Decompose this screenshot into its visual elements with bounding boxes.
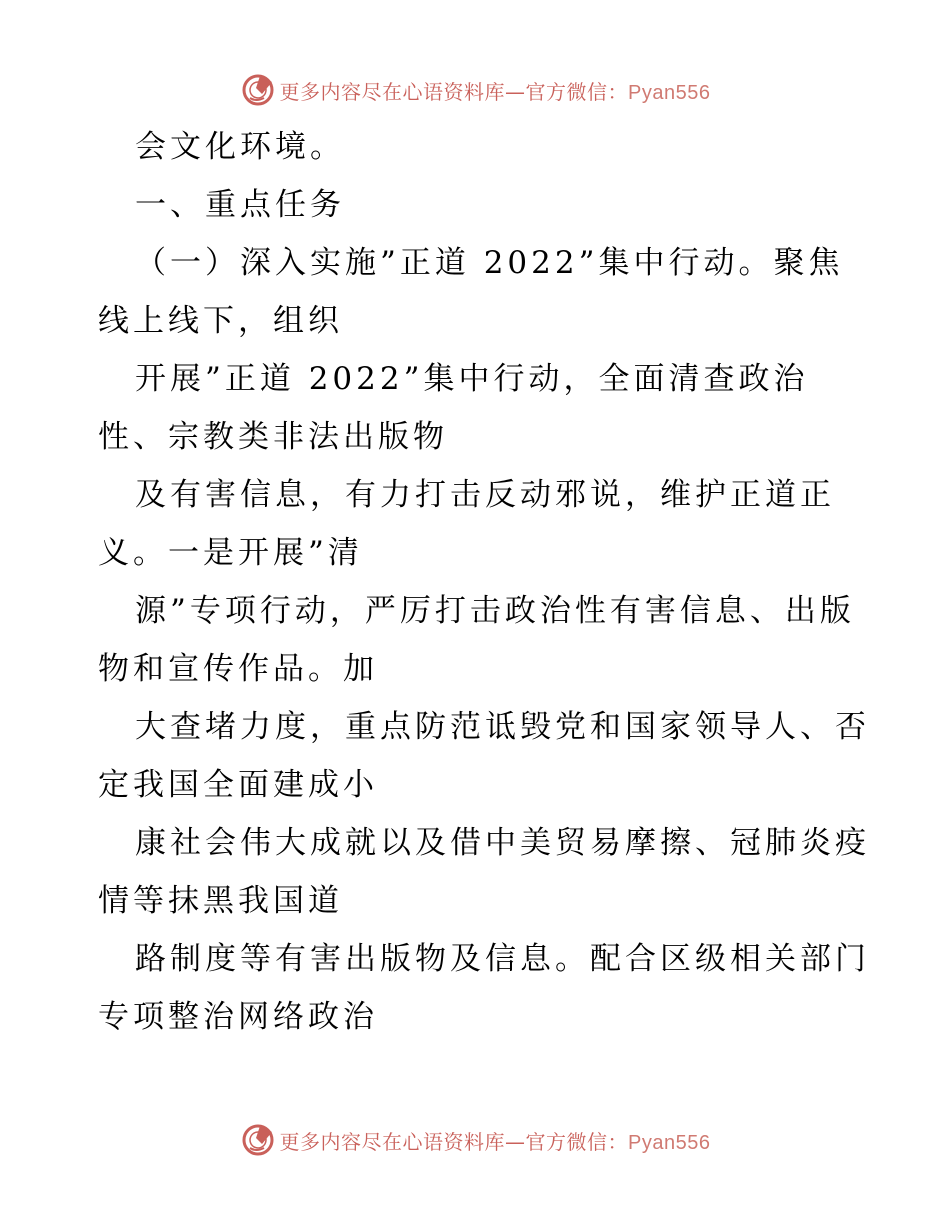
text-line: 大查堵力度，重点防范诋毁党和国家领导人、否: [135, 709, 870, 745]
text-line: 义。一是开展”清: [98, 535, 363, 571]
header-watermark: [0, 70, 950, 110]
logo-icon: [240, 72, 276, 108]
text-line: 路制度等有害出版物及信息。配合区级相关部门: [135, 941, 870, 977]
logo-icon: [240, 1122, 276, 1158]
text-line: 源”专项行动，严厉打击政治性有害信息、出版: [135, 593, 855, 629]
text-line: 性、宗教类非法出版物: [98, 419, 448, 455]
text-line: 一、重点任务: [135, 187, 345, 223]
text-line: （一）深入实施”正道 2022”集中行动。聚焦: [135, 245, 844, 281]
text-line: 物和宣传作品。加: [98, 651, 378, 687]
text-line: 及有害信息，有力打击反动邪说，维护正道正: [135, 477, 835, 513]
text-line: 康社会伟大成就以及借中美贸易摩擦、冠肺炎疫: [135, 825, 870, 861]
watermark-text: [280, 76, 711, 105]
text-line: 开展”正道 2022”集中行动，全面清查政治: [135, 361, 809, 397]
text-line: 专项整治网络政治: [98, 999, 378, 1035]
watermark-wechat-id: Pyan556: [628, 81, 711, 104]
watermark-wechat-id: Pyan556: [628, 1131, 711, 1154]
watermark-text: [280, 1126, 711, 1155]
text-line: 线上线下，组织: [98, 303, 343, 339]
text-line: 定我国全面建成小: [98, 767, 378, 803]
footer-watermark: [0, 1120, 950, 1160]
watermark-label: 更多内容尽在心语资料库—官方微信：: [279, 1129, 629, 1154]
text-line: 会文化环境。: [135, 129, 345, 165]
text-line: 情等抹黑我国道: [98, 883, 343, 919]
watermark-label: 更多内容尽在心语资料库—官方微信：: [279, 79, 629, 104]
